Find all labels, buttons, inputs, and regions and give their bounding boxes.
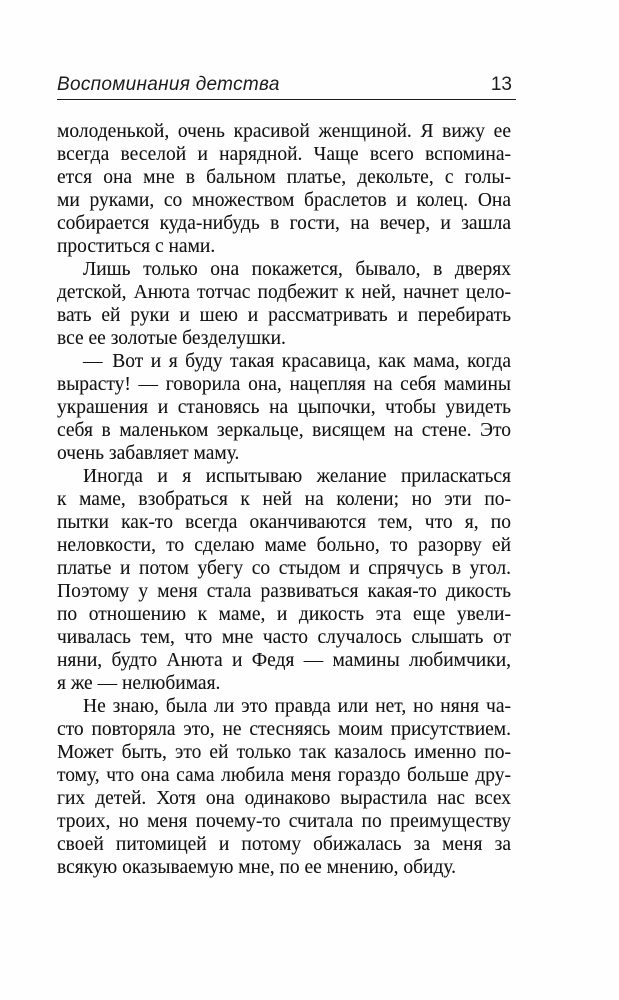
paragraph [57, 350, 511, 465]
text-line: всегда веселой и нарядной. Чаще всего вспомина- [57, 144, 511, 165]
text-line: Может быть, это ей только так казалось именно по- [57, 742, 511, 763]
text-line: своей питомицей и потому обижалась за меня за [57, 834, 511, 855]
text-line: Не знаю, была ли это правда или нет, но няня ча- [83, 696, 511, 717]
text-line: сто повторяла это, не стесняясь моим присутствием. [57, 719, 511, 740]
text-line: вать ей руки и шею и рассматривать и перебирать [57, 305, 511, 326]
text-line: к маме, взобраться к ней на колени; но эти по- [57, 489, 511, 510]
text-line: троих, но меня почему-то считала по преимуществу [57, 811, 511, 832]
text-block [57, 120, 511, 879]
text-line: Иногда и я испытываю желание приласкаться [83, 466, 511, 487]
text-line: молоденькой, очень красивой женщиной. Я вижу ее [57, 121, 511, 142]
text-line: я же — нелюбимая. [57, 673, 221, 694]
text-line: по отношению к маме, и дикость эта еще увели- [57, 604, 511, 625]
running-header [57, 74, 516, 100]
text-line: тому, что она сама любила меня гораздо больше дру- [57, 765, 511, 786]
text-line: няни, будто Анюта и Федя — мамины любимчики, [57, 650, 511, 671]
text-line: себя в маленьком зеркальце, висящем на стене. Это [57, 420, 511, 441]
page-number: 13 [490, 74, 512, 95]
text-line: проститься с нами. [57, 236, 216, 257]
paragraph [57, 465, 511, 695]
text-line: — Вот и я буду такая красавица, как мама, когда [83, 351, 511, 372]
text-line: ется она мне в бальном платье, декольте, с голы- [57, 167, 511, 188]
text-line: Лишь только она покажется, бывало, в дверях [83, 259, 511, 280]
paragraph [57, 120, 511, 258]
text-line: украшения и становясь на цыпочки, чтобы увидеть [57, 397, 511, 418]
text-line: Поэтому у меня стала развиваться какая-то дикость [57, 581, 511, 602]
text-line: очень забавляет маму. [57, 443, 240, 464]
text-line: собирается куда-нибудь в гости, на вечер, и зашла [57, 213, 511, 234]
text-line: платье и потом убегу со стыдом и спрячусь в угол. [57, 558, 511, 579]
text-line: ми руками, со множеством браслетов и колец. Она [57, 190, 511, 211]
running-title: Воспоминания детства [57, 74, 280, 95]
text-line: неловкости, то сделаю маме больно, то разорву ей [57, 535, 511, 556]
text-line: все ее золотые безделушки. [57, 328, 286, 349]
paragraph [57, 258, 511, 350]
text-line: всякую оказываемую мне, по ее мнению, обиду. [57, 857, 457, 878]
text-line: детской, Анюта тотчас подбежит к ней, начнет цело- [57, 282, 511, 303]
text-line: вырасту! — говорила она, нацепляя на себя мамины [57, 374, 511, 395]
paragraph [57, 695, 511, 879]
text-line: гих детей. Хотя она одинаково вырастила нас всех [57, 788, 511, 809]
text-line: пытки как-то всегда оканчиваются тем, что я, по [57, 512, 511, 533]
text-line: чивалась тем, что мне часто случалось слышать от [57, 627, 511, 648]
